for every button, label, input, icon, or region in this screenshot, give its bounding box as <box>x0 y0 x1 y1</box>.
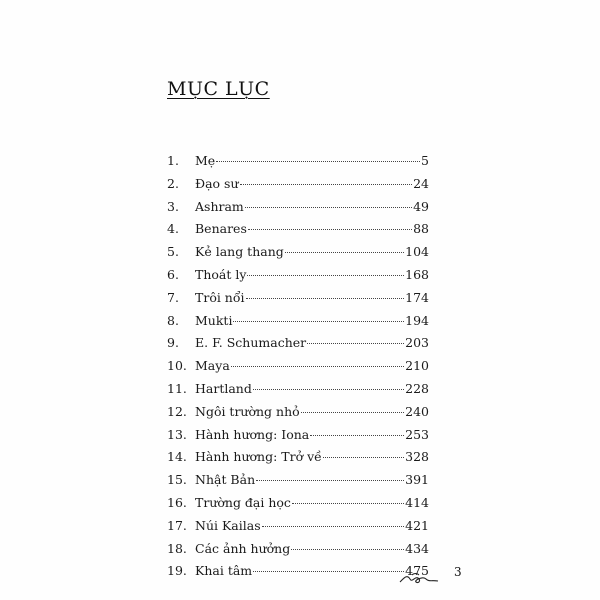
toc-entry-title: Ngôi trường nhỏ <box>195 403 300 419</box>
toc-entry <box>167 287 429 310</box>
toc-entry-title: Các ảnh hưởng <box>195 540 291 556</box>
toc-leader-dots <box>231 366 404 367</box>
toc-entry-title: Hành hương: Trở về <box>195 449 322 465</box>
toc-entry <box>167 355 429 378</box>
toc-entry-number: 16. <box>167 494 187 510</box>
toc-entry <box>167 241 429 264</box>
toc-entry-page: 49 <box>413 198 429 214</box>
toc-entry-number: 3. <box>167 198 179 214</box>
toc-entry <box>167 515 429 538</box>
toc-entry <box>167 424 429 447</box>
toc-entry-number: 5. <box>167 244 179 260</box>
toc-entry-page: 203 <box>405 335 429 351</box>
toc-entry-title: Núi Kailas <box>195 517 261 533</box>
toc-entry-number: 6. <box>167 266 179 282</box>
toc-entry-title: Maya <box>195 358 230 374</box>
toc-entry <box>167 150 429 173</box>
toc-entry-number: 8. <box>167 312 179 328</box>
toc-entry <box>167 173 429 196</box>
toc-entry-title: Ashram <box>195 198 244 214</box>
toc-entry-page: 414 <box>405 494 429 510</box>
toc-entry-title: E. F. Schumacher <box>195 335 307 351</box>
toc-leader-dots <box>253 389 404 390</box>
toc-entry-number: 9. <box>167 335 179 351</box>
toc-entry-number: 15. <box>167 472 187 488</box>
toc-entry-title: Hành hương: Iona <box>195 426 310 442</box>
toc-entry-title: Hartland <box>195 380 252 396</box>
toc-entry-title: Khai tâm <box>195 563 253 579</box>
toc-entry <box>167 446 429 469</box>
page-number: 3 <box>454 565 462 579</box>
toc-entry-page: 24 <box>413 175 429 191</box>
toc-entry-number: 14. <box>167 449 187 465</box>
toc-entry <box>167 560 429 583</box>
toc-leader-dots <box>292 503 404 504</box>
toc-entry-page: 391 <box>405 472 429 488</box>
toc-entry <box>167 469 429 492</box>
toc-entry <box>167 310 429 333</box>
toc-entry-title: Thoát ly <box>195 266 247 282</box>
page-title: MỤC LỤC <box>167 78 270 100</box>
toc-entry-number: 10. <box>167 358 187 374</box>
toc-leader-dots <box>285 252 404 253</box>
toc-entry-number: 2. <box>167 175 179 191</box>
toc-entry-page: 421 <box>405 517 429 533</box>
toc-entry-number: 11. <box>167 380 187 396</box>
toc-entry <box>167 538 429 561</box>
toc-entry-title: Nhật Bản <box>195 472 256 488</box>
toc-entry-number: 18. <box>167 540 187 556</box>
toc-entry-title: Mukti <box>195 312 233 328</box>
toc-entry-page: 240 <box>405 403 429 419</box>
toc-entry-page: 168 <box>405 266 429 282</box>
toc-entry <box>167 264 429 287</box>
toc-leader-dots <box>262 526 405 527</box>
signature-flourish-icon <box>398 570 440 590</box>
toc-leader-dots <box>323 457 404 458</box>
toc-entry-page: 253 <box>405 426 429 442</box>
toc-entry-title: Kẻ lang thang <box>195 244 284 260</box>
toc-entry-number: 1. <box>167 153 179 168</box>
toc-entry <box>167 196 429 219</box>
toc-entry-title: Trường đại học <box>195 494 291 510</box>
toc-entry <box>167 492 429 515</box>
toc-entry-number: 17. <box>167 517 187 533</box>
toc-leader-dots <box>245 207 412 208</box>
toc-leader-dots <box>247 275 404 276</box>
toc-leader-dots <box>256 480 404 481</box>
toc-entry <box>167 332 429 355</box>
toc-entry-number: 12. <box>167 403 187 419</box>
toc-entry-number: 4. <box>167 221 179 237</box>
toc-leader-dots <box>291 549 404 550</box>
toc-entry-title: Trôi nổi <box>195 289 245 305</box>
toc-entry-page: 210 <box>405 358 429 374</box>
toc-entry-page: 434 <box>405 540 429 556</box>
toc-entry-page: 104 <box>405 244 429 260</box>
toc-leader-dots <box>233 321 404 322</box>
toc-entry <box>167 218 429 241</box>
toc-entry-number: 7. <box>167 289 179 305</box>
toc-entry-page: 328 <box>405 449 429 465</box>
toc-entry-number: 19. <box>167 563 187 579</box>
toc-leader-dots <box>253 571 404 572</box>
toc-entry-page: 174 <box>405 289 429 305</box>
table-of-contents <box>167 150 429 583</box>
toc-entry-page: 475 <box>405 563 429 579</box>
toc-leader-dots <box>310 435 404 436</box>
toc-leader-dots <box>216 161 420 162</box>
toc-leader-dots <box>307 343 404 344</box>
toc-entry-page: 5 <box>421 153 429 168</box>
toc-entry-title: Benares <box>195 221 247 237</box>
toc-entry-title: Đạo sư <box>195 175 239 191</box>
toc-entry-number: 13. <box>167 426 187 442</box>
toc-entry-page: 194 <box>405 312 429 328</box>
toc-entry <box>167 401 429 424</box>
toc-entry-page: 88 <box>413 221 429 237</box>
toc-entry-title: Mẹ <box>195 153 216 168</box>
toc-entry <box>167 378 429 401</box>
toc-leader-dots <box>301 412 404 413</box>
toc-entry-page: 228 <box>405 380 429 396</box>
toc-leader-dots <box>246 298 405 299</box>
toc-leader-dots <box>248 229 412 230</box>
toc-leader-dots <box>240 184 413 185</box>
